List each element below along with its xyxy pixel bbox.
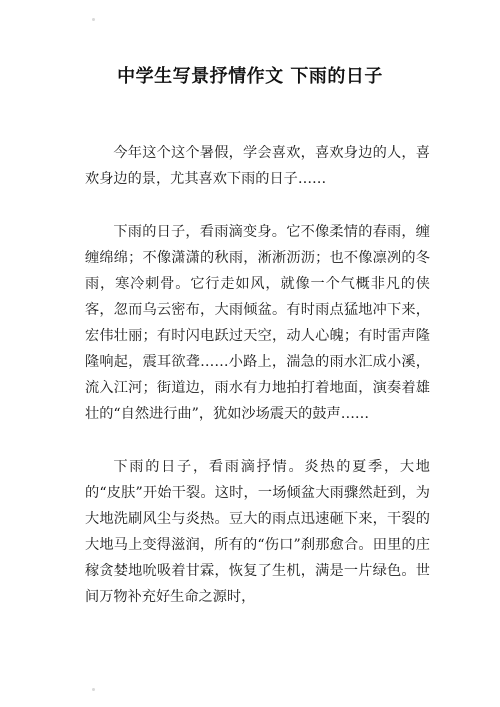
page-corner-dot (92, 18, 95, 21)
paragraph: 下雨的日子，看雨滴抒情。炎热的夏季，大地的“皮肤”开始干裂。这时，一场倾盆大雨骤然赶到，为大地洗刷风尘与炎热。豆大的雨点迅速砸下来，干裂的大地马上变得滋润，所有的“伤口”刹那愈合。田里的庄稼贪婪地吮吸着甘霖，恢复了生机，满是一片绿色。世间万物补充好生命之源时， (85, 459, 430, 605)
document-body (85, 140, 430, 637)
page-corner-dot (92, 688, 95, 691)
paragraph: 下雨的日子，看雨滴变身。它不像柔情的春雨，缠缠绵绵；不像潇潇的秋雨，淅淅沥沥；也不像凛冽的冬雨，寒冷刺骨。它行走如风，就像一个气概非凡的侠客，忽而乌云密布，大雨倾盆。有时雨点猛地冲下来，宏伟壮丽；有时闪电跃过天空，动人心魄；有时雷声隆隆响起，震耳欲聋……小路上，湍急的雨水汇成小溪，流入江河；街道边，雨水有力地拍打着地面，演奏着雄壮的“自然进行曲”，犹如沙场震天的鼓声…… (85, 224, 430, 422)
paragraph: 今年这个这个暑假，学会喜欢，喜欢身边的人，喜欢身边的景，尤其喜欢下雨的日子…… (85, 145, 430, 187)
document-title: 中学生写景抒情作文 下雨的日子 (117, 66, 383, 87)
